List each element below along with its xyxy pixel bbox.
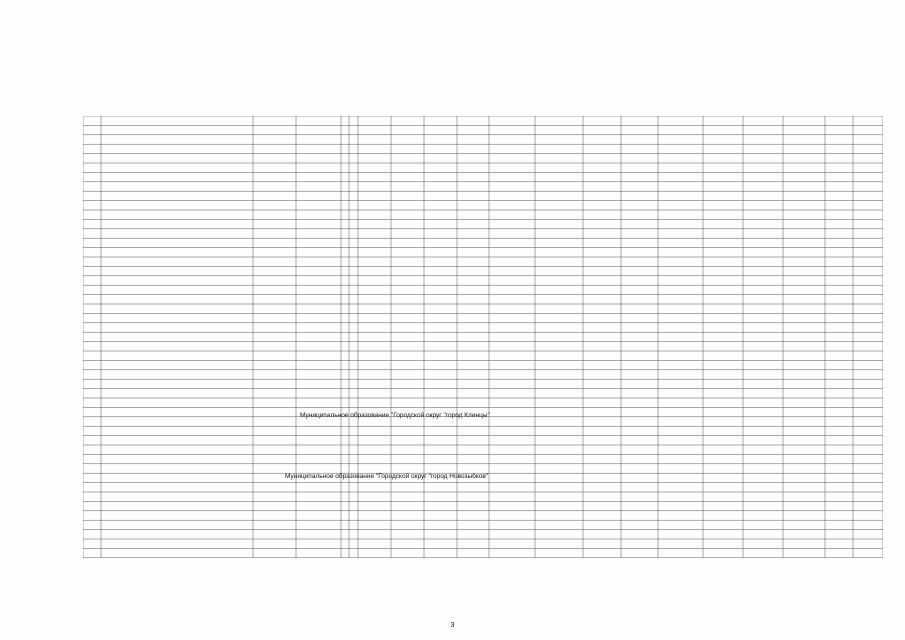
register-table xyxy=(83,116,883,558)
section-caption-klintsy: Муниципальное образование "Городской округ "город Клинцы" xyxy=(300,412,490,419)
section-caption-novozybkov: Муниципальное образование "Городской округ "город Новозыбков" xyxy=(285,473,489,480)
page-number: 3 xyxy=(450,622,455,629)
